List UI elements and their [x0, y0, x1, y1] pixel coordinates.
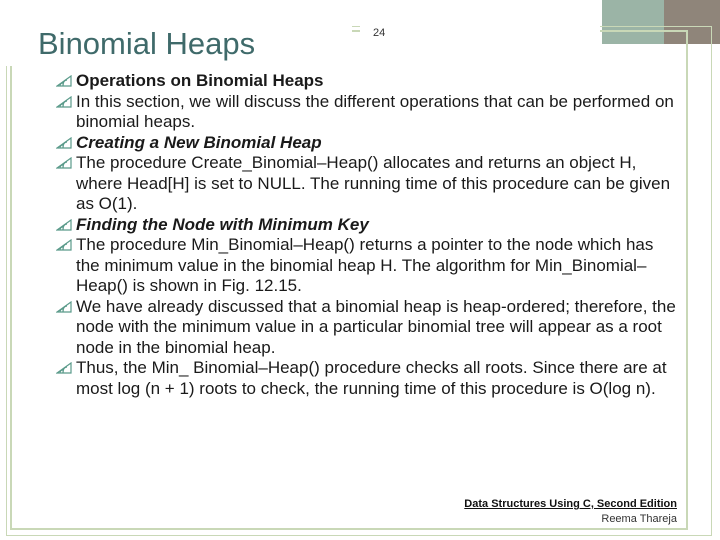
bullet-item	[56, 235, 680, 297]
bullet-item	[56, 133, 680, 154]
bullet-item	[56, 297, 680, 359]
bullet-text: Creating a New Binomial Heap	[76, 132, 322, 152]
bullet-text: We have already discussed that a binomial heap is heap-ordered; therefore, the node with the minimum value in a particular binomial tree will appear as a root node in the binomial heap.	[76, 296, 676, 357]
wifi-signal-bullet-icon	[56, 362, 72, 374]
wifi-signal-bullet-icon	[56, 96, 72, 108]
slide-title: Binomial Heaps	[38, 26, 256, 61]
bullet-text: Thus, the Min_ Binomial–Heap() procedure checks all roots. Since there are at most log (n + 1) roots to check, the running time of this procedure is O(log n).	[76, 358, 667, 398]
footer-book-title: Data Structures Using C, Second Edition	[464, 498, 677, 510]
footer	[464, 497, 677, 527]
bullet-list	[56, 71, 680, 399]
wifi-signal-bullet-icon	[56, 137, 72, 149]
bullet-item	[56, 153, 680, 215]
bullet-item	[56, 92, 680, 133]
wifi-signal-bullet-icon	[56, 75, 72, 87]
wifi-signal-bullet-icon	[56, 239, 72, 251]
bullet-item	[56, 358, 680, 399]
footer-author: Reema Thareja	[601, 513, 677, 525]
bullet-text: The procedure Min_Binomial–Heap() returns a pointer to the node which has the minimum value in the binomial heap H. The algorithm for Min_Binomial–Heap() is shown in Fig. 12.15.	[76, 235, 654, 295]
page-number-background	[360, 14, 600, 52]
bullet-text: The procedure Create_Binomial–Heap() allocates and returns an object H, where Head[H] is set to NULL. The running time of this procedure can be given as O(1).	[76, 153, 671, 213]
bullet-item	[56, 215, 680, 236]
bullet-text: Operations on Binomial Heaps	[76, 71, 324, 90]
bullet-text: Finding the Node with Minimum Key	[76, 214, 369, 234]
wifi-signal-bullet-icon	[56, 219, 72, 231]
page-number: 24	[373, 27, 386, 39]
wifi-signal-bullet-icon	[56, 301, 72, 313]
bullet-text: In this section, we will discuss the different operations that can be performed on binomial heaps.	[76, 91, 674, 131]
bullet-item	[56, 71, 680, 92]
wifi-signal-bullet-icon	[56, 157, 72, 169]
